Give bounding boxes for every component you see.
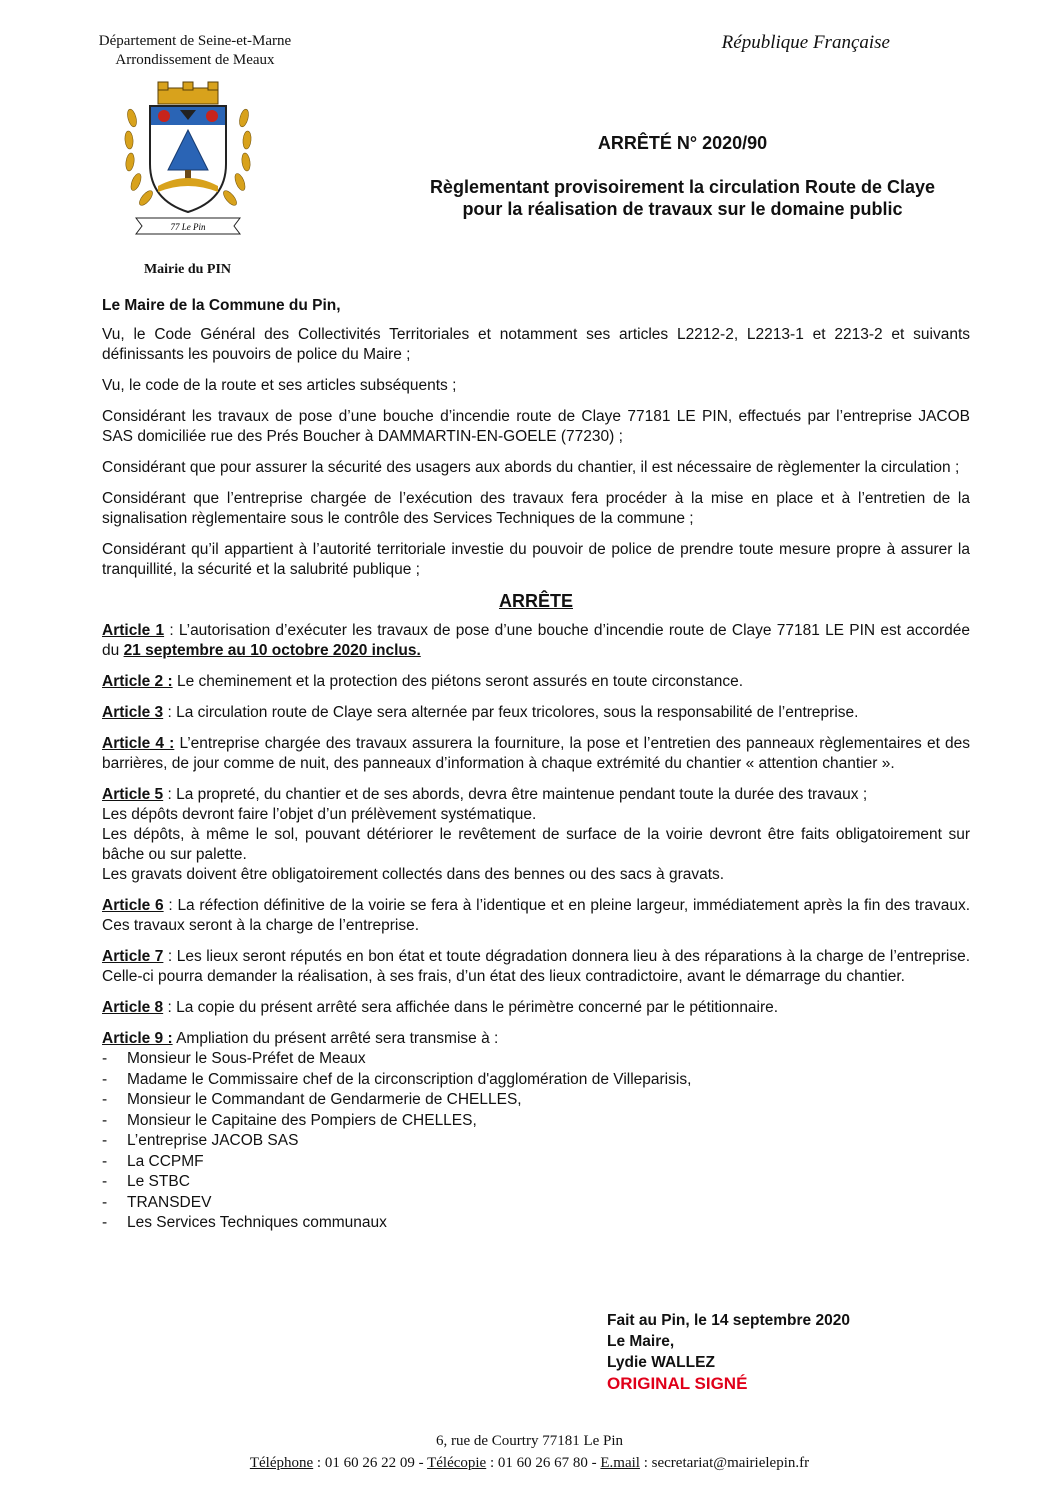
article-label: Article 5: [102, 786, 164, 803]
list-item: - L’entreprise JACOB SAS: [102, 1131, 970, 1152]
crest-motto: 77 Le Pin: [170, 222, 206, 232]
article-label: Article 8: [102, 999, 164, 1016]
article-text: : La copie du présent arrêté sera affichée dans le périmètre concerné par le pétitionnaire.: [163, 999, 779, 1016]
list-item: - Les Services Techniques communaux: [102, 1213, 970, 1234]
article-label: Article 4 :: [102, 735, 175, 752]
recipient-list: [102, 1049, 970, 1234]
article-6: [102, 896, 970, 936]
footer-address: 6, rue de Courtry 77181 Le Pin: [435, 1433, 624, 1449]
fax-label: Télécopie: [427, 1455, 487, 1471]
article-3: [102, 703, 970, 723]
article-2: [102, 672, 970, 692]
article-text: Ampliation du présent arrêté sera transmise à :: [172, 1030, 499, 1047]
place-date: Fait au Pin, le 14 septembre 2020: [607, 1312, 850, 1329]
consideration: Vu, le Code Général des Collectivités Territoriales et notamment ses articles L2212-2, L2213-1 et 2213-2 et suivants définissants les pouvoirs de police du Maire ;: [102, 326, 970, 363]
article-8: [102, 998, 970, 1018]
article-5-line: Les dépôts devront faire l’objet d’un prélèvement systématique.: [102, 806, 537, 823]
department-header: [60, 32, 330, 70]
original-signed-stamp: ORIGINAL SIGNÉ: [607, 1374, 748, 1393]
consideration: Considérant que pour assurer la sécurité des usagers aux abords du chantier, il est nécessaire de règlementer la circulation ;: [102, 459, 960, 476]
signer-name: Lydie WALLEZ: [607, 1354, 715, 1371]
list-item: - Monsieur le Capitaine des Pompiers de CHELLES,: [102, 1111, 970, 1132]
subtitle-line: pour la réalisation de travaux sur le domaine public: [462, 199, 903, 219]
article-text: : La réfection définitive de la voirie se fera à l’identique et en pleine largeur, immédiatement après la fin des travaux. Ces travaux seront à la charge de l’entreprise.: [102, 897, 970, 934]
consideration: Considérant les travaux de pose d’une bouche d’incendie route de Claye 77181 LE PIN, effectués par l’entreprise JACOB SAS domiciliée rue des Prés Boucher à DAMMARTIN-EN-GOELE (77230) ;: [102, 408, 970, 445]
decree-title: ARRÊTÉ N° 2020/90: [597, 133, 768, 153]
article-label: Article 3: [102, 704, 164, 721]
article-label: Article 2 :: [102, 673, 173, 690]
article-label: Article 9 :: [102, 1030, 173, 1047]
email-label: E.mail: [600, 1455, 640, 1471]
article-5-line: Les gravats doivent être obligatoirement collectés dans des bennes ou des sacs à gravats.: [102, 866, 725, 883]
article-text: : L’autorisation d’exécuter les travaux de pose d’une bouche d’incendie route de Claye 77181 LE PIN est accordée du: [102, 622, 970, 659]
article-text: : La circulation route de Claye sera alternée par feux tricolores, sous la responsabilité de l’entreprise.: [163, 704, 859, 721]
footer-contact: [0, 1452, 1059, 1474]
mairie-label: Mairie du PIN: [143, 262, 232, 277]
article-text: L’entreprise chargée des travaux assurera la fourniture, la pose et l’entretien des panneaux règlementaires et des barrières, de jour comme de nuit, des panneaux d’information à chaque extrémité du chantier « attention chantier ».: [102, 735, 971, 772]
phone-label: Téléphone: [249, 1455, 314, 1471]
article-text: Le cheminement et la protection des piétons seront assurés en toute circonstance.: [172, 673, 744, 690]
article-1: [102, 621, 970, 661]
article-label: Article 1: [102, 622, 165, 639]
consideration: Considérant qu’il appartient à l’autorité territoriale investie du pouvoir de police de prendre toute mesure propre à assurer la tranquillité, la sécurité et la salubrité publique ;: [102, 541, 970, 578]
list-item: - La CCPMF: [102, 1152, 970, 1173]
arrondissement-line: Arrondissement de Meaux: [115, 52, 275, 68]
list-item: - TRANSDEV: [102, 1193, 970, 1214]
fax-number: : 01 60 26 67 80 -: [486, 1455, 601, 1471]
department-line: Département de Seine-et-Marne: [98, 33, 292, 49]
list-item: - Monsieur le Commandant de Gendarmerie de CHELLES,: [102, 1090, 970, 1111]
decree-body: [102, 296, 970, 1234]
article-5-line: Les dépôts, à même le sol, pouvant détériorer le revêtement de surface de la voirie devront être faits obligatoirement sur bâche ou sur palette.: [102, 826, 970, 863]
subtitle-line: Règlementant provisoirement la circulation Route de Claye: [429, 177, 936, 197]
coat-of-arms-logo: [118, 78, 258, 238]
article-label: Article 6: [102, 897, 164, 914]
intro-line: Le Maire de la Commune du Pin,: [102, 297, 341, 314]
article-text: : La propreté, du chantier et de ses abords, devra être maintenue pendant toute la durée des travaux ;: [163, 786, 868, 803]
list-item: - Madame le Commissaire chef de la circonscription d'agglomération de Villeparisis,: [102, 1070, 970, 1091]
article-dates: 21 septembre au 10 octobre 2020 inclus.: [123, 642, 421, 659]
phone-number: : 01 60 26 22 09 -: [313, 1455, 428, 1471]
list-item: - Monsieur le Sous-Préfet de Meaux: [102, 1049, 970, 1070]
article-text: : Les lieux seront réputés en bon état et toute dégradation donnera lieu à des réparations à la charge de l’entreprise. Celle-ci pourra demander la réalisation, à ses frais, d’un état des lieux contradictoire, avant le démarrage du chantier.: [102, 948, 970, 985]
consideration: Considérant que l’entreprise chargée de l’exécution des travaux fera procéder à la mise en place et à l’entretien de la signalisation règlementaire sous le contrôle des Services Techniques de la commune ;: [102, 490, 970, 527]
article-label: Article 7: [102, 948, 164, 965]
article-9: [102, 1029, 970, 1049]
page-footer: [0, 1430, 1059, 1474]
signer-role: Le Maire,: [607, 1333, 675, 1350]
consideration: Vu, le code de la route et ses articles subséquents ;: [102, 377, 457, 394]
article-5: [102, 785, 970, 805]
decree-subtitle: [395, 176, 970, 220]
arrete-heading: ARRÊTE: [498, 591, 573, 611]
republic-label: République Française: [721, 32, 890, 53]
article-7: [102, 947, 970, 987]
article-4: [102, 734, 970, 774]
signature-block: [607, 1310, 967, 1394]
list-item: - Le STBC: [102, 1172, 970, 1193]
email-address[interactable]: : secretariat@mairielepin.fr: [639, 1455, 810, 1471]
